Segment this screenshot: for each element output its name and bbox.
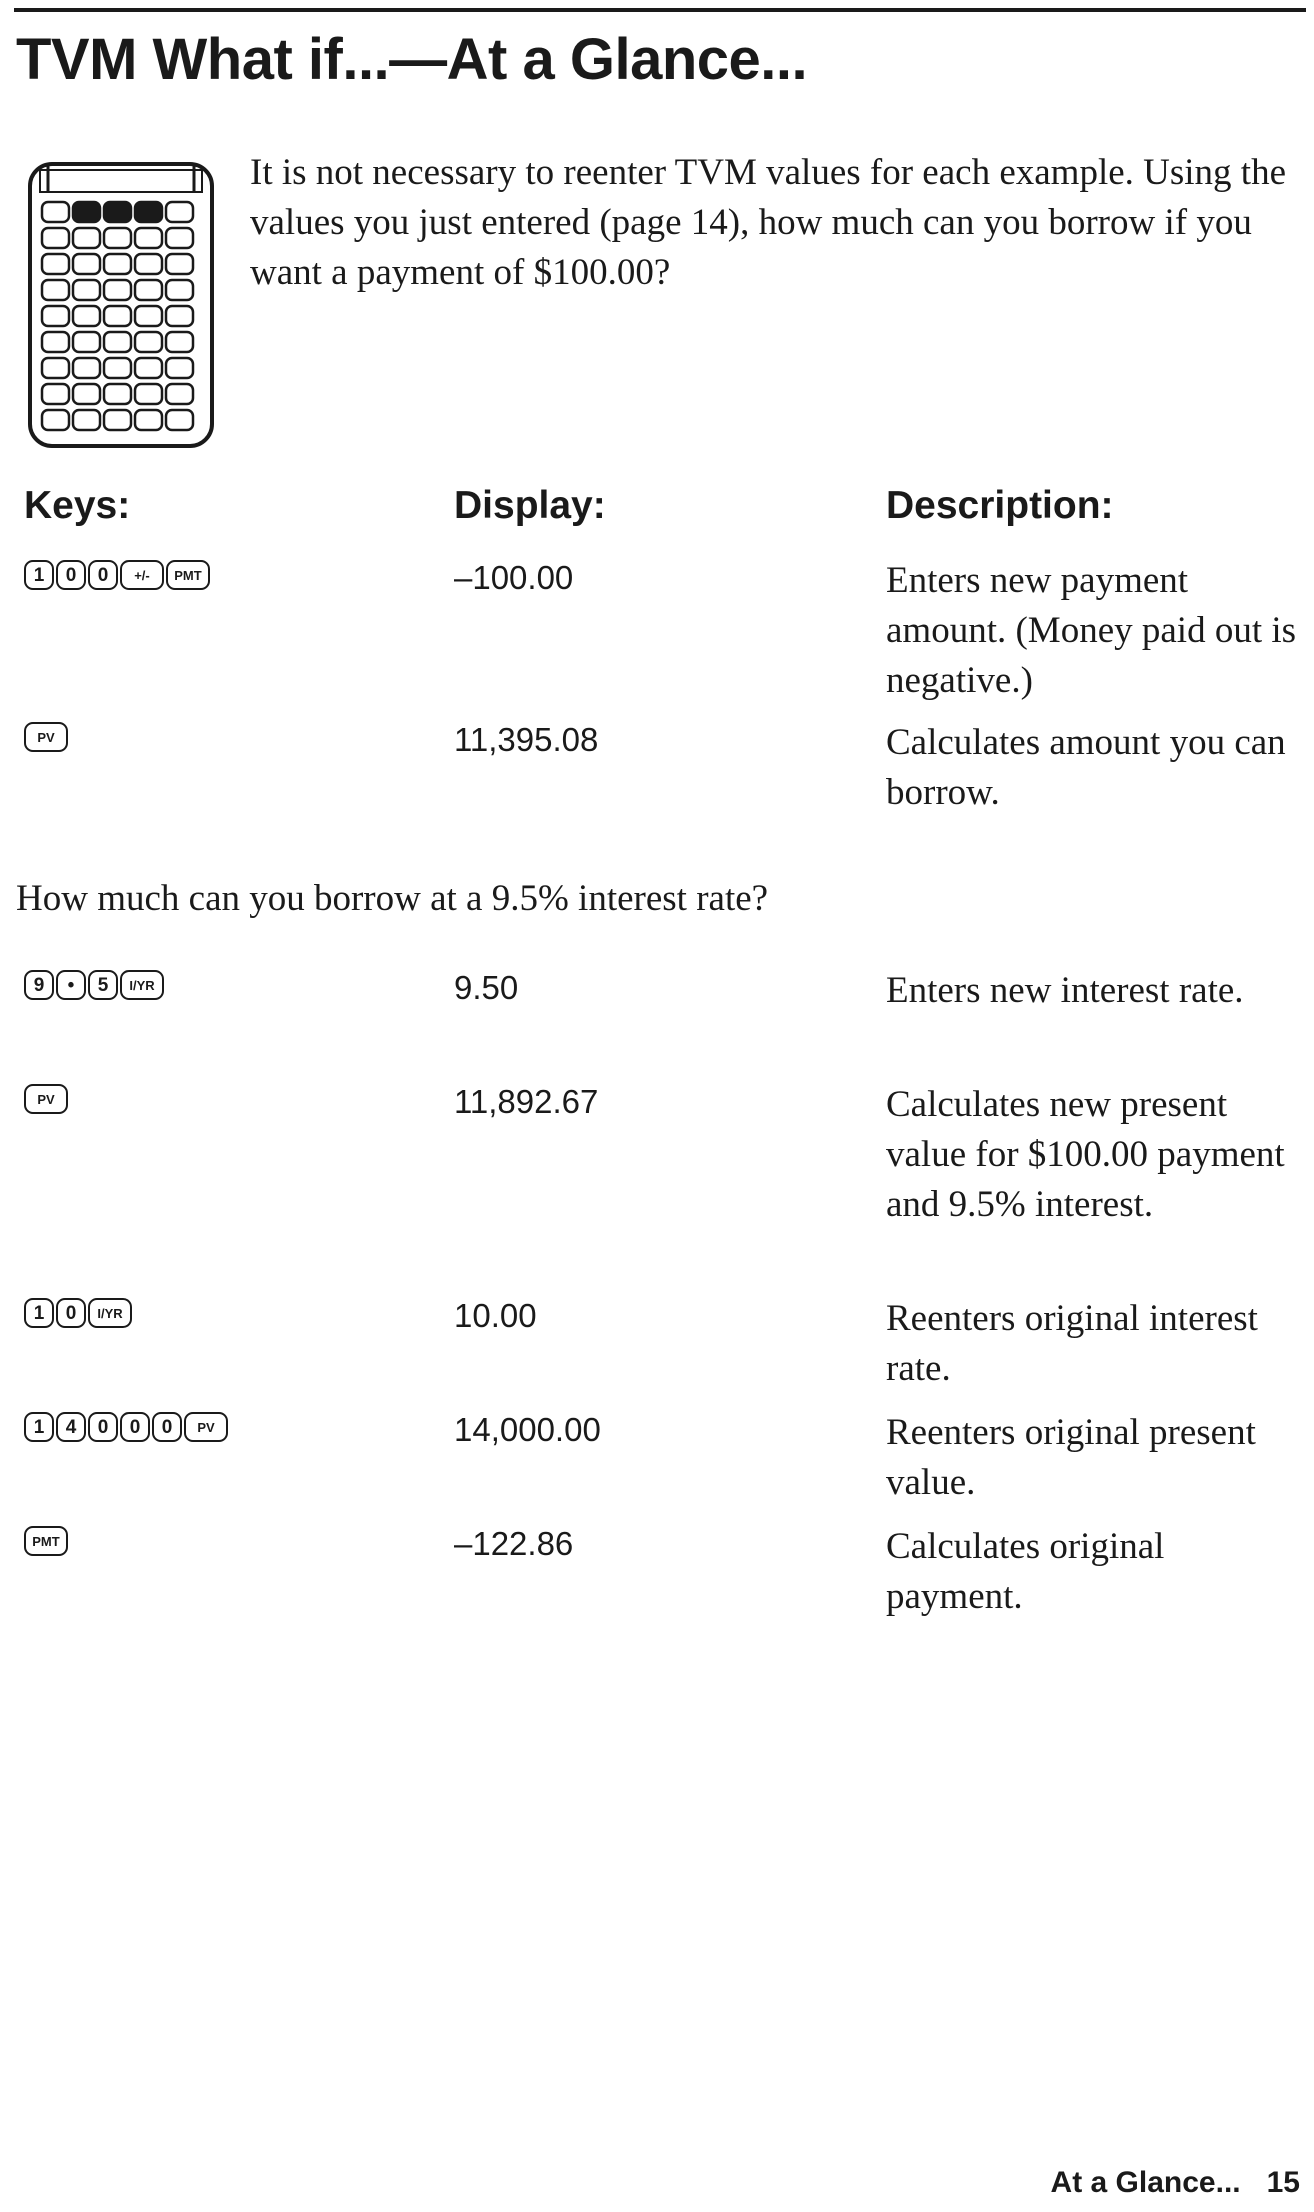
calculator-key: 0 <box>88 560 118 590</box>
calculator-key: PV <box>24 1084 68 1114</box>
keys-column-header: Keys: <box>24 484 131 527</box>
key-sequence <box>24 1526 68 1556</box>
display-value: 9.50 <box>454 969 519 1006</box>
page-title: TVM What if...—At a Glance... <box>16 27 808 92</box>
calculator-key: 0 <box>120 1412 150 1442</box>
key-sequence <box>24 722 68 752</box>
top-rule <box>14 8 1306 12</box>
description-text: Enters new payment amount. (Money paid out is negative.) <box>886 560 1297 701</box>
calculator-key: 5 <box>88 970 118 1000</box>
description-text: Calculates new present value for $100.00 payment and 9.5% interest. <box>886 1084 1285 1225</box>
description-text: Reenters original present value. <box>886 1412 1256 1503</box>
calculator-key: 1 <box>24 560 54 590</box>
display-value: –100.00 <box>454 559 574 596</box>
display-value: 11,395.08 <box>454 721 599 758</box>
question-text: How much can you borrow at a 9.5% interest rate? <box>16 878 769 919</box>
calculator-key: • <box>56 970 86 1000</box>
calculator-key: 0 <box>88 1412 118 1442</box>
key-sequence <box>24 1084 68 1114</box>
key-sequence <box>24 970 164 1000</box>
calculator-key: 9 <box>24 970 54 1000</box>
calculator-key: 1 <box>24 1298 54 1328</box>
display-column-header: Display: <box>454 484 606 527</box>
display-value: 11,892.67 <box>454 1083 599 1120</box>
calculator-key: I/YR <box>88 1298 132 1328</box>
calculator-key: 4 <box>56 1412 86 1442</box>
calculator-key: PMT <box>166 560 210 590</box>
description-column-header: Description: <box>886 484 1114 527</box>
calculator-key: 0 <box>152 1412 182 1442</box>
calculator-key: 0 <box>56 560 86 590</box>
footer-section-title: At a Glance... <box>1050 2166 1241 2199</box>
description-text: Calculates original payment. <box>886 1526 1165 1617</box>
calculator-key: I/YR <box>120 970 164 1000</box>
calculator-key: PMT <box>24 1526 68 1556</box>
calculator-key: 0 <box>56 1298 86 1328</box>
display-value: 14,000.00 <box>454 1411 601 1448</box>
key-sequence <box>24 1412 228 1442</box>
display-value: 10.00 <box>454 1297 537 1334</box>
key-sequence <box>24 1298 132 1328</box>
display-value: –122.86 <box>454 1525 574 1562</box>
calculator-key: 1 <box>24 1412 54 1442</box>
page-footer <box>1051 2166 1300 2200</box>
calculator-icon <box>26 160 216 450</box>
page-number: 15 <box>1266 2166 1300 2199</box>
description-text: Calculates amount you can borrow. <box>886 722 1286 813</box>
key-sequence <box>24 560 210 590</box>
intro-text: It is not necessary to reenter TVM values for each example. Using the values you just entered (page 14), how much can you borrow if you want a payment of $100.00? <box>250 152 1286 293</box>
calculator-key: +/- <box>120 560 164 590</box>
description-text: Reenters original interest rate. <box>886 1298 1258 1389</box>
calculator-key: PV <box>184 1412 228 1442</box>
calculator-key: PV <box>24 722 68 752</box>
description-text: Enters new interest rate. <box>886 970 1244 1011</box>
